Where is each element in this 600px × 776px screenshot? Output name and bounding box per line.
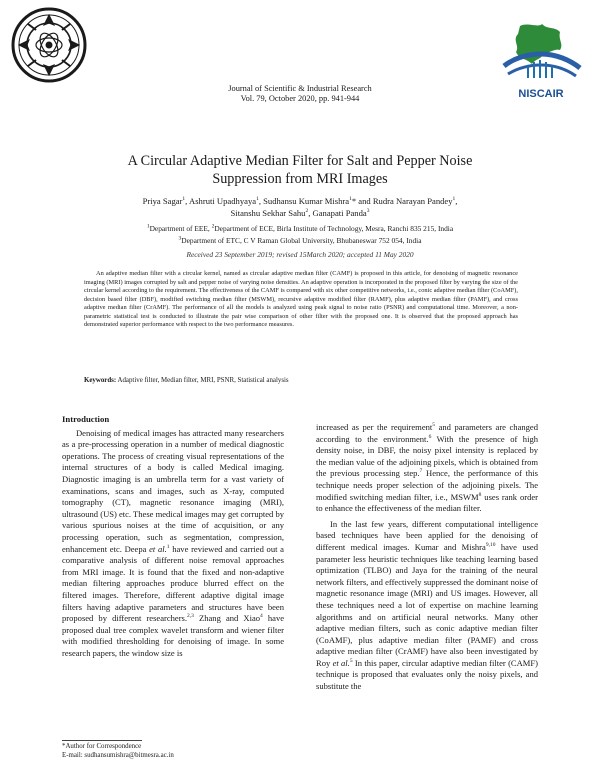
right-column bbox=[316, 422, 538, 693]
affiliation-3: Department of ETC, C V Raman Global University, Bhubaneswar 752 054, India bbox=[181, 235, 422, 245]
abstract: An adaptive median filter with a circular kernel, named as circular adaptive median filter (CAMF) is proposed in this article, for denoising of magnetic resonance imaging (MRI) images corrupted by salt and pepper noise of varying noise densities. An adaptive operation is incorporated in the proposed filter by varying the size of the circular kernel according to the requirement. The effectiveness of the CAMF is compared with six other competitive networks, i.e., conic adaptive median filter (CoAMF), decision based filter (DBF), modified switching median filter (MSWM), recursive adaptive modified filter (RAMF), plus adaptive median filter (PAMF), and cross adaptive median filter (CrAMF). The performance of all the models is analyzed using peak signal to noise ratio (PSNR) and computational time. Moreover, a non-parametric statistical test is conducted to illustrate the pair wise comparison of other filter with the proposed one. It is observed that the proposed approach has demonstrated superior performance with respect to the two performance measures. bbox=[84, 270, 518, 329]
keywords bbox=[84, 377, 518, 384]
footnote-rule bbox=[62, 740, 142, 741]
journal-issue: Vol. 79, October 2020, pp. 941-944 bbox=[240, 94, 360, 103]
affiliation-1: Department of EEE, bbox=[149, 224, 210, 233]
left-column bbox=[62, 414, 284, 659]
keywords-label: Keywords: bbox=[84, 377, 117, 384]
author: Sitanshu Sekhar Sahu bbox=[230, 208, 306, 218]
author: Ganapati Panda bbox=[312, 208, 367, 218]
footnote-correspondence: *Author for Correspondence bbox=[62, 743, 142, 750]
author-list: Priya Sagar$^1$, Ashruti Upadhyaya$^1$, Sudhansu Kumar Mishra$^1$* and Rudra Narayan Pandey$^1$, Sitanshu Sekhar Sahu$^2$, Ganapati Panda$^3$ bbox=[142, 196, 458, 218]
title-line-2: Suppression from MRI Images bbox=[212, 171, 388, 187]
author: Rudra Narayan Pandey bbox=[372, 196, 453, 206]
niscair-logo-icon bbox=[498, 18, 584, 108]
footnote-email: E-mail: sudhansumishra@bitmesra.ac.in bbox=[62, 752, 174, 759]
paper-title bbox=[60, 152, 540, 188]
csir-emblem-icon bbox=[10, 6, 88, 84]
paragraph: In the last few years, different computational intelligence based techniques have been applied for the denoising of different medical images. Kumar and Mishra$^{9,10}$ have used parameter less heuristic techniques like teaching learning based optimization (TLBO) and Jaya for the training of the neural network filters, and effectively suppressed the dominant noise of magnetic resonance image (MRI) and US images. However, all these techniques need a lot of expertise on machine learning algorithms and on artificial neural networks. Many other adaptive median filters, such as conic adaptive median filter (CoAMF), plus adaptive median filter (PAMF) and cross adaptive median filter (CrAMF) have also been investigated by Roy et al.$^5$ In this paper, circular adaptive median filter (CAMF) technique is proposed that evaluates only the noisy pixels, and substitute the bbox=[316, 518, 539, 692]
title-line-1: A Circular Adaptive Median Filter for Salt and Pepper Noise bbox=[127, 153, 473, 169]
paragraph: increased as per the requirement$^5$ and parameters are changed according to the environment.$^6$ With the presence of high density noise, in DBF, the noisy pixel intensity is replaced by the median value of the adjoining pixels, which is obtained from the previous processing step.$^7$ Hence, the performance of this technique needs proper selection of the adjoining pixels. The modified switching median filter, i.e., MSWM$^8$ uses rank order to enhance the effectiveness of the median filter. bbox=[316, 422, 539, 514]
journal-name: Journal of Scientific & Industrial Research bbox=[228, 84, 372, 93]
author: Sudhansu Kumar Mishra bbox=[263, 196, 350, 206]
received-dates: Received 23 September 2019; revised 15March 2020; accepted 11 May 2020 bbox=[186, 250, 414, 259]
niscair-logo-text: NISCAIR bbox=[518, 88, 564, 100]
affiliations: $^1$Department of EEE, $^2$Department of ECE, Birla Institute of Technology, Mesra, Ranchi 835 215, India $^3$Department of ETC, C V Raman Global University, Bhubaneswar 752 054, India bbox=[146, 223, 454, 245]
section-heading: Introduction bbox=[62, 414, 110, 424]
author: Priya Sagar bbox=[142, 196, 183, 206]
journal-header bbox=[150, 84, 450, 104]
affiliation-2: Department of ECE, Birla Institute of Technology, Mesra, Ranchi 835 215, India bbox=[214, 224, 454, 233]
footnote bbox=[62, 742, 292, 760]
keywords-text: Adaptive filter, Median filter, MRI, PSNR, Statistical analysis bbox=[117, 377, 289, 384]
paragraph: Denoising of medical images has attracted many researchers as a pre-processing operation in a number of medical diagnostic operations. The process of creating visual representations of the internal structures of a body is called Medical imaging. Diagnostic imaging is an umbrella term for a vast variety of examinations, scans and images, such as X-ray, computed tomography (CT), magnetic resonance imaging (MRI), ultrasound (US) etc. These medical images may get corrupted by various spurious noises at the time of acquisition, or any processing operation, such as segmentation, compression, enhancement etc. Deepa et al.$^1$ have reviewed and carried out a comparative analysis of different noise removal approaches from MRI image. It is found that the fixed and non-adaptive median filtering approaches produce blurred effect on the filtered images. Therefore, different adaptive digital image filters having adaptive parameters and structures have been proposed by different researchers.$^{2,3}$ Zhang and Xiao$^4$ have proposed dual tree complex wavelet transform and wiener filter with modified thresholding for denoising of image. In some research papers, the window size is bbox=[62, 427, 285, 658]
author: Ashruti Upadhyaya bbox=[189, 196, 257, 206]
